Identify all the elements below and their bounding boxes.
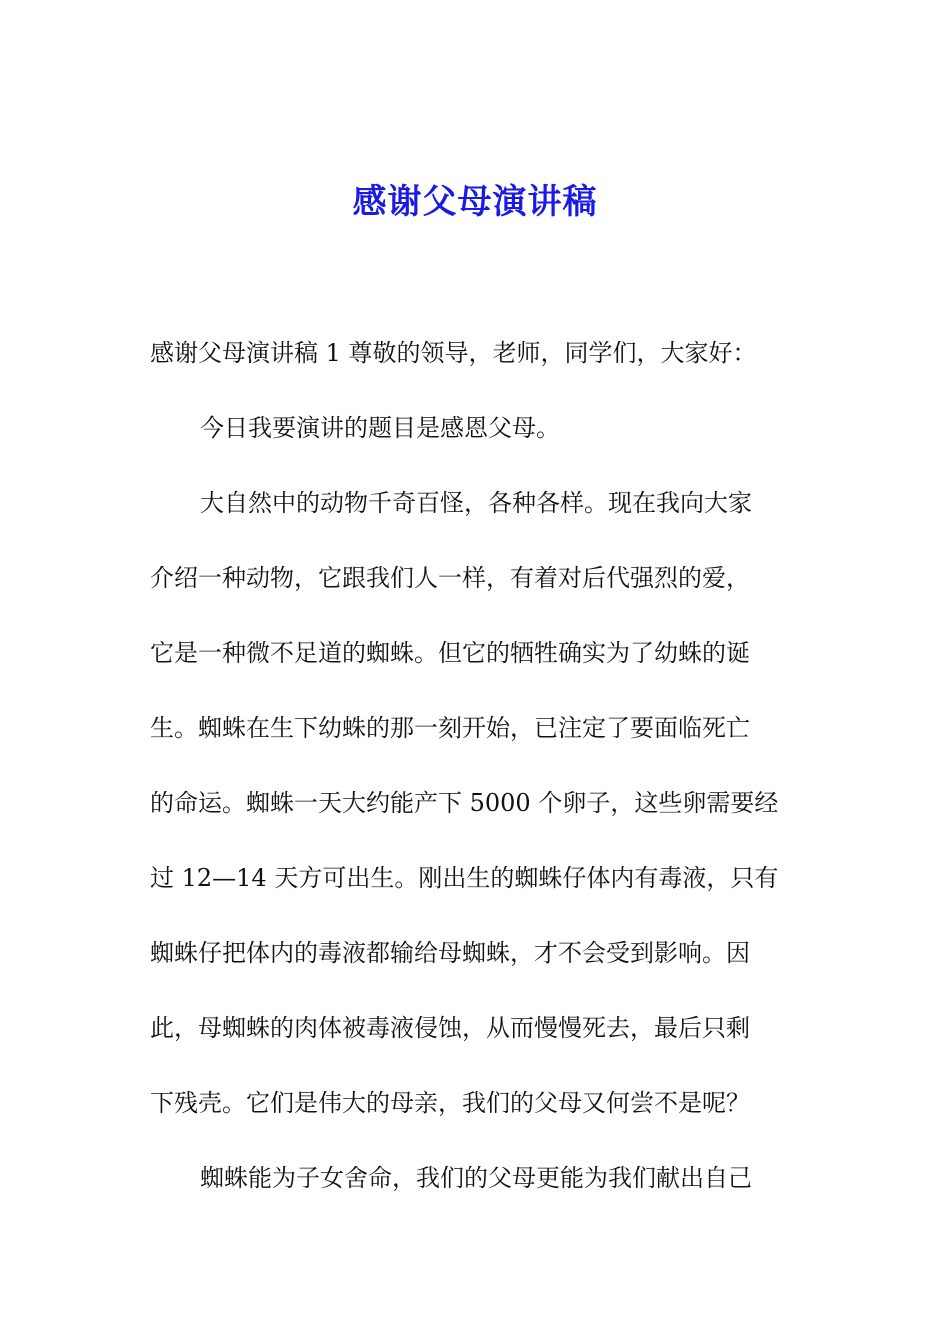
document-title: 感谢父母演讲稿 — [352, 182, 598, 222]
body-line: 下残壳。它们是伟大的母亲，我们的父母又何尝不是呢？ — [150, 1089, 750, 1117]
body-line: 大自然中的动物千奇百怪，各种各样。现在我向大家 — [200, 489, 752, 517]
body-line: 生。蜘蛛在生下幼蛛的那一刻开始，已注定了要面临死亡 — [150, 714, 750, 742]
body-line: 它是一种微不足道的蜘蛛。但它的牺牲确实为了幼蛛的诞 — [150, 639, 750, 667]
body-line: 蜘蛛能为子女舍命，我们的父母更能为我们献出自己 — [200, 1164, 752, 1192]
body-line: 的命运。蜘蛛一天大约能产下 5000 个卵子，这些卵需要经 — [150, 789, 779, 817]
body-line: 过 12—14 天方可出生。刚出生的蜘蛛仔体内有毒液，只有 — [150, 864, 779, 892]
body-line: 今日我要演讲的题目是感恩父母。 — [200, 414, 560, 442]
body-line: 感谢父母演讲稿 1 尊敬的领导，老师，同学们，大家好： — [150, 339, 757, 367]
document-body — [150, 326, 810, 1226]
body-line: 蜘蛛仔把体内的毒液都输给母蜘蛛，才不会受到影响。因 — [150, 939, 750, 967]
body-line: 介绍一种动物，它跟我们人一样，有着对后代强烈的爱， — [150, 564, 750, 592]
body-line: 此，母蜘蛛的肉体被毒液侵蚀，从而慢慢死去，最后只剩 — [150, 1014, 750, 1042]
